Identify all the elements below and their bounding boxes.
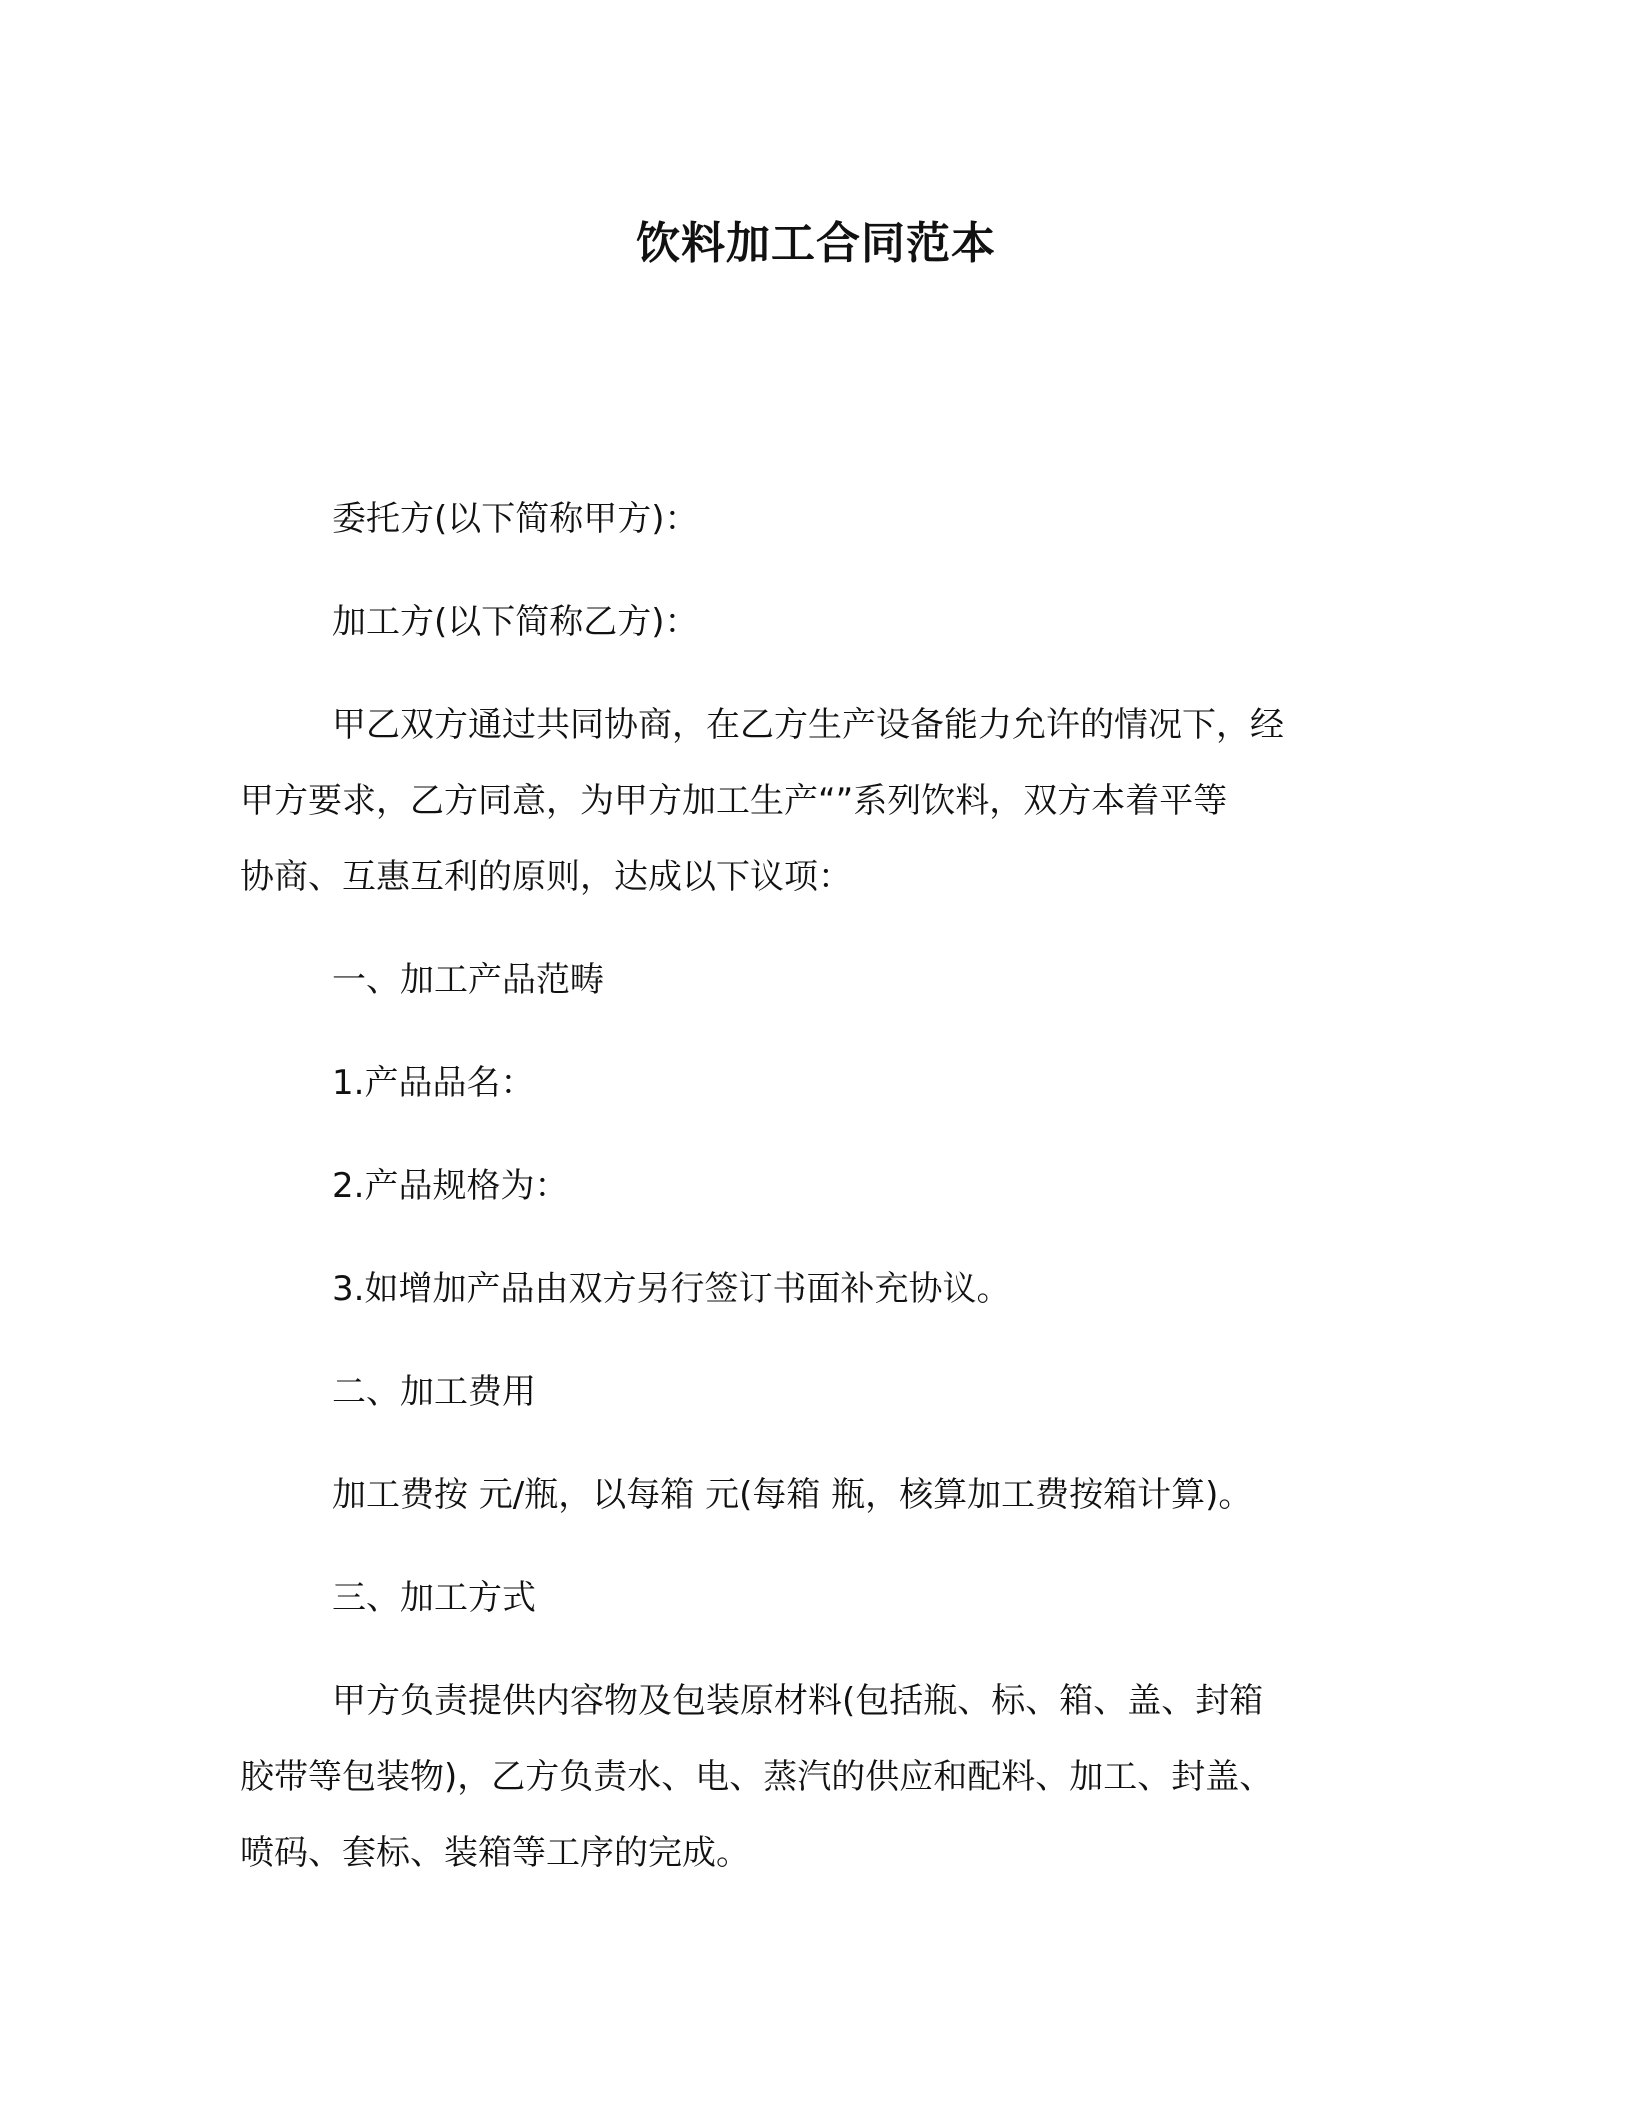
section-heading-3: 三、加工方式: [332, 1578, 536, 1618]
processing-fee-line: 加工费按 元/瓶，以每箱 元(每箱 瓶，核算加工费按箱计算)。: [332, 1475, 1253, 1515]
processing-method-line-2: 胶带等包装物)，乙方负责水、电、蒸汽的供应和配料、加工、封盖、: [240, 1757, 1274, 1797]
preamble-line-3: 协商、互惠互利的原则，达成以下议项：: [240, 857, 852, 897]
section-heading-1: 一、加工产品范畴: [332, 960, 604, 1000]
preamble-line-2: 甲方要求，乙方同意，为甲方加工生产“”系列饮料，双方本着平等: [240, 781, 1228, 821]
processing-method-line-3: 喷码、套标、装箱等工序的完成。: [240, 1833, 750, 1873]
processing-method-line-1: 甲方负责提供内容物及包装原材料(包括瓶、标、箱、盖、封箱: [332, 1681, 1264, 1721]
clause-1-3: 3.如增加产品由双方另行签订书面补充协议。: [332, 1269, 1011, 1309]
document-title: 饮料加工合同范本: [636, 218, 996, 269]
clause-1-1: 1.产品品名：: [332, 1063, 535, 1103]
section-heading-2: 二、加工费用: [332, 1372, 536, 1412]
preamble-line-1: 甲乙双方通过共同协商，在乙方生产设备能力允许的情况下，经: [332, 705, 1284, 745]
client-party-line: 委托方(以下简称甲方)：: [332, 499, 699, 539]
processor-party-line: 加工方(以下简称乙方)：: [332, 602, 699, 642]
clause-1-2: 2.产品规格为：: [332, 1166, 569, 1206]
